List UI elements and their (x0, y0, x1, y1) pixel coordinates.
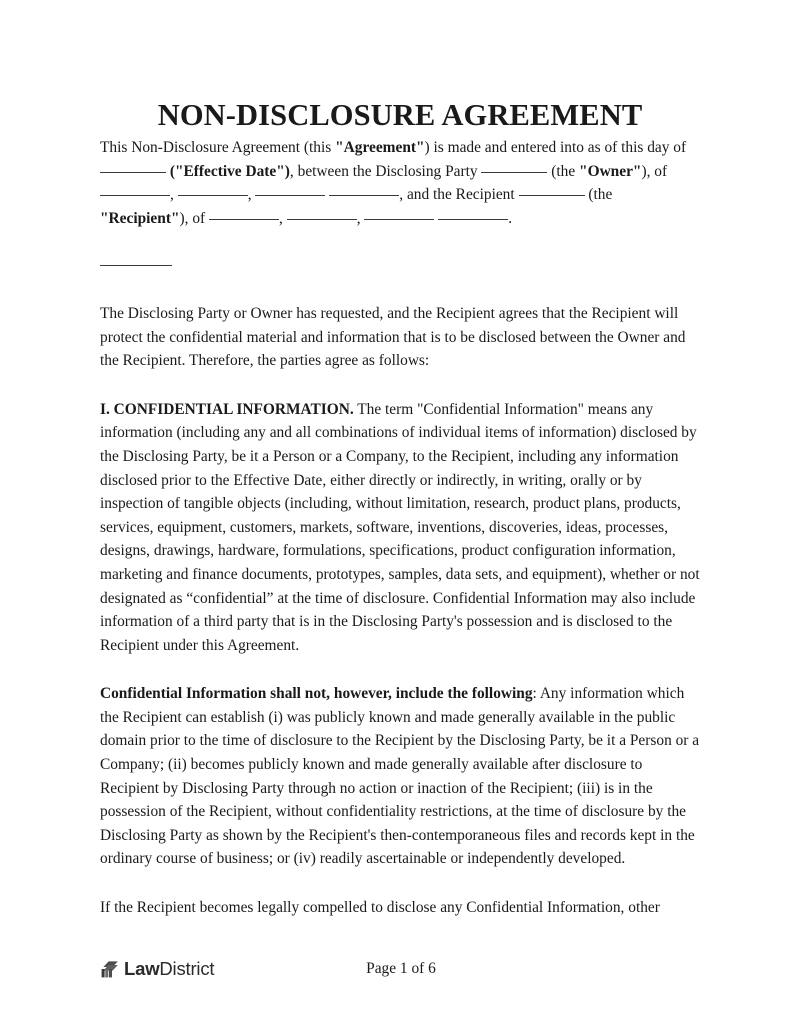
blank-owner-address-2[interactable] (178, 195, 248, 196)
blank-recipient-address-1[interactable] (209, 219, 279, 220)
intro-text-13: , (356, 209, 365, 227)
intro-paragraph (100, 136, 700, 230)
intro-text-12: , (279, 209, 287, 227)
tail-paragraph: If the Recipient becomes legally compelled to disclose any Confidential Information, other (100, 899, 660, 917)
blank-recipient-address-3[interactable] (364, 219, 434, 220)
document-body (100, 136, 700, 920)
intro-text-9: , and the Recipient (399, 186, 519, 204)
exclusions-paragraph (100, 682, 700, 871)
term-effective-date: ("Effective Date") (169, 162, 290, 180)
term-owner: "Owner" (579, 162, 642, 180)
exclusions-body: : Any information which the Recipient can establish (i) was publicly known and made generally available in the public domain prior to the time of disclosure to the Recipient by the Disclosing Party, be it a Person or a Company; (ii) becomes publicly known and made generally available after disclosure to Recipient by Disclosing Party through no action or inaction of the Recipient; (iii) is in the possession of the Recipient, without confidentiality restrictions, at the time of disclosure by the Disclosing Party as shown by the Recipient's then-contemporaneous files and records kept in the ordinary course of business; or (iv) readily ascertainable or independently developed. (100, 685, 700, 868)
standalone-blank-line (100, 253, 700, 277)
intro-text-15: . (508, 209, 513, 227)
exclusions-heading: Confidential Information shall not, however, include the following (100, 685, 533, 703)
logo-text-law: Law (124, 958, 160, 979)
section-1-body: The term "Confidential Information" means any information (including any and all combinations of individual items of information) disclosed by the Disclosing Party, be it a Person or a Company, to the Recipient, including any information disclosed prior to the Effective Date, either directly or indirectly, in writing, orally or by inspection of tangible objects (including, without limitation, research, product plans, products, services, equipment, customers, markets, software, inventions, discoveries, ideas, processes, designs, drawings, hardware, formulations, specifications, product configuration information, marketing and finance documents, prototypes, samples, data sets, and equipment), whether or not designated as “confidential” at the time of disclosure. Confidential Information may also include information of a third party that is in the Disclosing Party's possession and is disclosed to the Recipient under this Agreement. (100, 400, 700, 654)
intro-text-3: , between the Disclosing Party (289, 162, 482, 180)
blank-recipient-address-4[interactable] (438, 219, 508, 220)
blank-recipient-name[interactable] (519, 195, 585, 196)
blank-owner-address-3[interactable] (255, 195, 325, 196)
term-agreement: "Agreement" (335, 139, 425, 156)
blank-effective-date[interactable] (100, 172, 166, 173)
blank-extra-field[interactable] (100, 265, 172, 266)
intro-text-10: (the (584, 186, 613, 204)
intro-text-2: ) is made and entered into as of this day of (424, 139, 687, 156)
term-recipient: "Recipient" (100, 209, 180, 227)
intro-text-6: , (170, 186, 178, 204)
blank-owner-address-1[interactable] (100, 195, 170, 196)
intro-text-4: (the (547, 162, 580, 180)
intro-text-5: ), of (641, 162, 668, 180)
page-footer (0, 953, 800, 993)
blank-recipient-address-2[interactable] (287, 219, 357, 220)
blank-owner-name[interactable] (481, 172, 547, 173)
page-number: Page 1 of 6 (366, 960, 436, 977)
intro-text-1: This Non-Disclosure Agreement (this (100, 139, 336, 156)
recital-paragraph: The Disclosing Party or Owner has requested, and the Recipient agrees that the Recipient will protect the confidential material and information that is to be disclosed between the Owner and the Recipient. Therefore, the parties agree as follows: (100, 304, 686, 370)
intro-text-11: ), of (179, 209, 209, 227)
blank-owner-address-4[interactable] (329, 195, 399, 196)
page-title: NON-DISCLOSURE AGREEMENT (157, 98, 643, 133)
section-1-paragraph (100, 398, 700, 658)
logo-text-district: District (159, 958, 215, 979)
section-1-heading: I. CONFIDENTIAL INFORMATION. (100, 400, 354, 418)
intro-text-7: , (247, 186, 256, 204)
